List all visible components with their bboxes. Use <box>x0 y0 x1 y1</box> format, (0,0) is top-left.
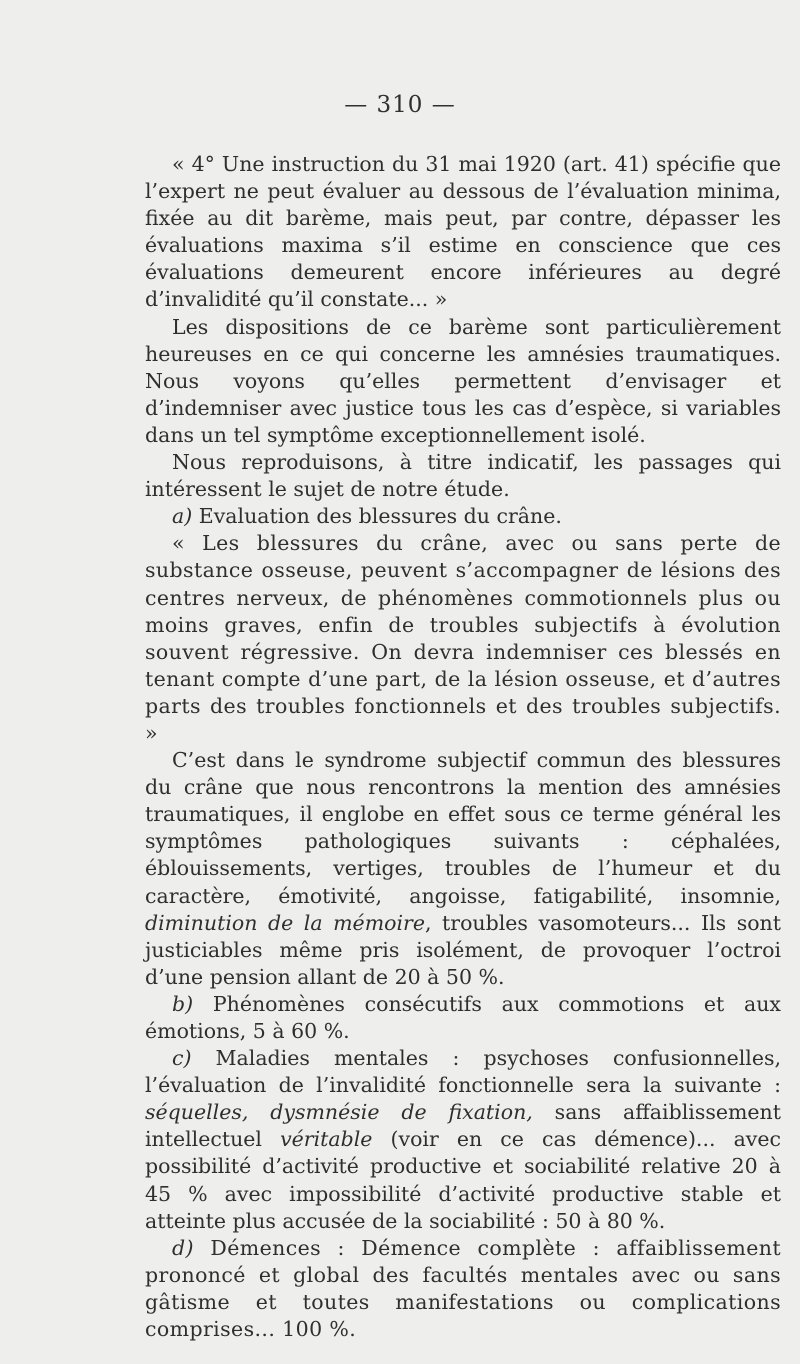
body-text <box>145 151 781 1343</box>
paragraph-skull-wounds-quote: « Les blessures du crâne, avec ou sans perte de substance osseuse, peuvent s’accompagner de lésions des centres nerveux, de phénomènes commotionnels plus ou moins graves, enfin de troubles subjectifs à évolution souvent régressive. On devra indemniser ces blessés en tenant compte d’une part, de la lésion osseuse, et d’autres parts des troubles fonctionnels et des troubles subjectifs. » <box>145 531 781 745</box>
italic-memory-diminution: diminution de la mémoire <box>145 910 425 935</box>
italic-veritable: véritable <box>280 1127 373 1152</box>
paragraph-reproduction-note: Nous reproduisons, à titre indicatif, les passages qui intéressent le sujet de notre étude. <box>145 450 781 502</box>
page-number: — 310 — <box>344 92 456 118</box>
paragraph-section-c: c) Maladies mentales : psychoses confusionnelles, l’évaluation de l’invalidité fonctionnelle sera la suivante : séquelles, dysmnésie de fixation, sans affaiblissement intellectuel véritable (voir en ce cas démence)... avec possibilité d’activité productive et sociabilité relative 20 à 45 % avec impossibilité d’activité productive stable et atteinte plus accusée de la sociabilité : 50 à 80 %. <box>145 1046 781 1233</box>
list-letter-c: c) <box>172 1046 192 1071</box>
paragraph-section-a: a) Evaluation des blessures du crâne. <box>172 504 562 529</box>
list-letter-b: b) <box>172 991 194 1016</box>
paragraph-section-d: d) Démences : Démence complète : affaiblissement prononcé et global des facultés mentales avec ou sans gâtisme et toutes manifestations ou complications comprises... 100 %. <box>145 1235 781 1342</box>
paragraph-bareme-dispositions: Les dispositions de ce barème sont particulièrement heureuses en ce qui concerne les amnésies traumatiques. Nous voyons qu’elles permettent d’envisager et d’indemniser avec justice tous les cas d’espèce, si variables dans un tel symptôme exceptionnellement isolé. <box>145 314 781 447</box>
paragraph-section-b: b) Phénomènes consécutifs aux commotions et aux émotions, 5 à 60 %. <box>145 991 781 1043</box>
paragraph-instruction-quote: « 4° Une instruction du 31 mai 1920 (art. 41) spécifie que l’expert ne peut évaluer au dessous de l’évaluation minima, fixée au dit barème, mais peut, par contre, dépasser les évaluations maxima s’il estime en conscience que ces évaluations demeurent encore inférieures au degré d’invalidité qu’il constate... » <box>145 152 781 312</box>
paragraph-subjective-syndrome: C’est dans le syndrome subjectif commun des blessures du crâne que nous rencontrons la mention des amnésies traumatiques, il englobe en effet sous ce terme général les symptômes pathologiques suivants : céphalées, éblouissements, vertiges, troubles de l’humeur et du caractère, émotivité, angoisse, fatigabilité, insomnie, diminution de la mémoire, troubles vasomoteurs... Ils sont justiciables même pris isolément, de provoquer l’octroi d’une pension allant de 20 à 50 %. <box>145 748 781 989</box>
list-letter-a: a) <box>172 504 193 529</box>
list-letter-d: d) <box>172 1235 194 1260</box>
italic-sequelles: séquelles, dysmnésie de fixation, <box>145 1100 533 1125</box>
